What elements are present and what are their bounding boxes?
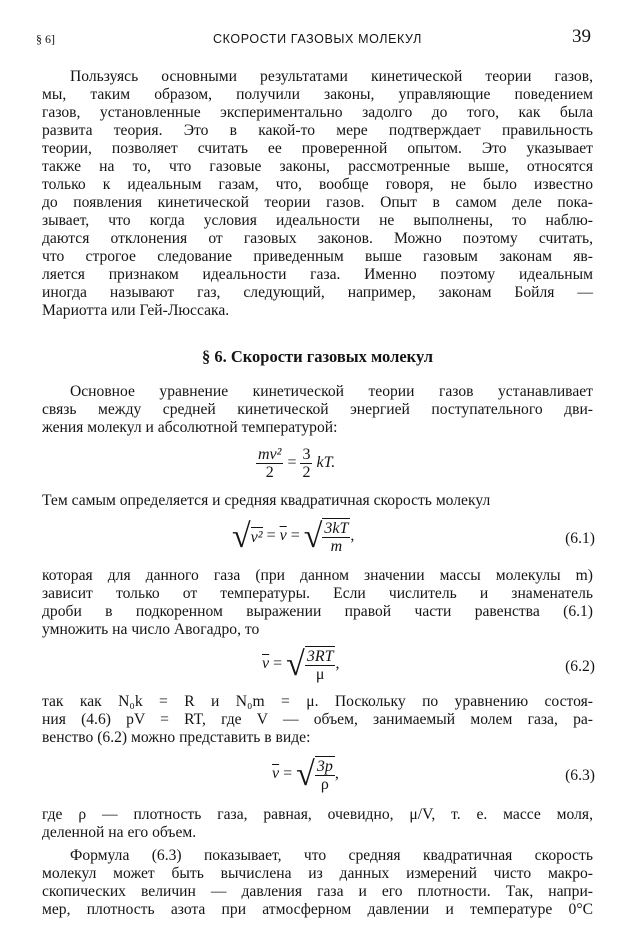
equation-kinetic-energy: $\frac{\text{mv²}}{2}$ = $\frac{3}{2}$ kT.: [258, 446, 336, 481]
text-line: где ρ — плотность газа, равная, очевидно, μ/V, т. е. массе моля,: [42, 806, 593, 823]
fraction: $\frac{\text{mv²}}{2}$: [258, 446, 282, 481]
text-line: Основное уравнение кинетической теории газов устанавливает: [70, 383, 593, 400]
text-line: зывает, что когда условия идеальности не выполнены, то наблю-: [42, 212, 593, 229]
page-number: 39: [572, 26, 591, 47]
text-line: венство (6.2) можно представить в виде:: [42, 729, 311, 746]
text-line: только к идеальным газам, что, вообще говоря, не было известно: [42, 176, 593, 193]
text-line: Тем самым определяется и средняя квадратичная скорость молекул: [42, 492, 491, 509]
equation-6-3: $\overline{v}$ = √ $\frac{3p}{\rho}$ ,: [272, 755, 339, 793]
text-line: зависит только от температуры. Если числитель и знаменатель: [42, 585, 593, 602]
text-line: теории, позволяет считать ее проверенной опытом. Это указывает: [42, 140, 593, 157]
text-line: что строгое следование приведенным выше газовым законам яв-: [42, 248, 593, 265]
text-line: мер, плотность азота при атмосферном давлении и температуре 0°C: [42, 901, 593, 918]
text-line: так как N₀k = R и N₀m = μ. Поскольку по уравнению состоя-: [42, 693, 593, 710]
text-line: иногда называют газ, следующий, например, законам Бойля —: [42, 284, 593, 301]
equation-number: (6.3): [565, 767, 595, 784]
text-line: жения молекул и абсолютной температурой:: [42, 419, 338, 436]
text-line: ния (4.6) pV = RT, где V — объем, занимаемый молем газа, ра-: [42, 711, 593, 728]
running-header: [36, 26, 599, 50]
section-heading: § 6. Скорости газовых молекул: [201, 347, 434, 366]
text-line: Пользуясь основными результатами кинетической теории газов,: [70, 68, 593, 85]
text-line: дроби в подкоренном выражении правой части равенства (6.1): [42, 603, 593, 620]
equation-6-1: $√v^2 = \overline{v}$ = √ $\frac{3kT}{m}$ ,: [232, 517, 355, 555]
text-line: Мариотта или Гей-Люссака.: [42, 302, 230, 319]
text-line: даются отклонения от газовых законов. Можно поэтому считать,: [42, 230, 593, 247]
text-line: молекул может быть вычислена из данных измерений чисто макро-: [42, 865, 593, 882]
text-line: до появления кинетической теории газов. Опыт в самом деле пока-: [42, 194, 593, 211]
text-line: скопических величин — давления газа и его плотности. Так, напри-: [42, 883, 593, 900]
text-line: мы, таким образом, получили законы, управляющие поведением: [42, 86, 593, 103]
text-line: также на то, что газовые законы, рассмотренные выше, относятся: [42, 158, 593, 175]
text-line: ляется признаком идеальности газа. Именно поэтому идеальным: [42, 266, 593, 283]
equation-6-2: $\overline{v}$ = √ $\frac{3RT}{\mu}$ ,: [262, 645, 340, 683]
text-line: Формула (6.3) показывает, что средняя квадратичная скорость: [70, 847, 593, 864]
text-line: газов, установленные экспериментально задолго до того, как была: [42, 104, 593, 121]
header-section: § 6]: [36, 32, 55, 46]
header-title: СКОРОСТИ ГАЗОВЫХ МОЛЕКУЛ: [213, 32, 422, 46]
text-line: деленной на его объем.: [42, 824, 197, 841]
text-line: развита теория. Это в какой-то мере подтверждает правильность: [42, 122, 593, 139]
text-line: которая для данного газа (при данном значении массы молекулы m): [42, 567, 593, 584]
fraction: $\frac{3}{2}$: [302, 446, 311, 481]
text-line: связь между средней кинетической энергией поступательного дви-: [42, 401, 593, 418]
equation-number: (6.1): [565, 530, 595, 547]
text-line: умножить на число Авогадро, то: [42, 621, 260, 638]
equation-number: (6.2): [565, 658, 595, 675]
